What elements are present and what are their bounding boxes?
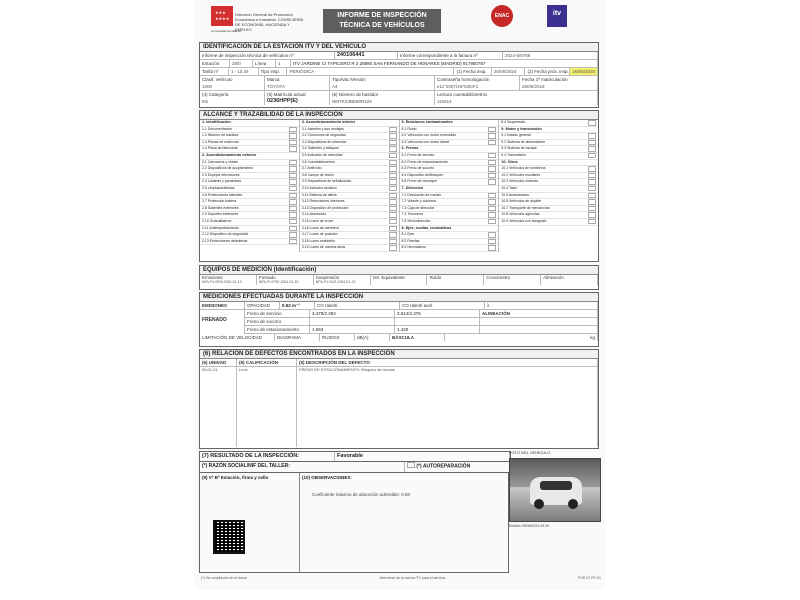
inspection-item: 7.1 Desviación de ruedas — [400, 193, 499, 200]
inspection-item: 10.7 Transporte de mercancías — [499, 206, 598, 213]
inspection-items-grid — [200, 120, 598, 252]
inspection-item: 3.5 Indicador de velocidad — [300, 153, 399, 160]
inspection-item: 8.3 Neumáticos — [400, 245, 499, 252]
inspection-item: 7. Dirección — [400, 186, 499, 193]
inspection-item: 3.1 Asientos y sus anclajes — [300, 127, 399, 134]
inspection-item: 3.11 Sistema de alerta — [300, 193, 399, 200]
enac-logo: ENAC — [491, 5, 513, 27]
inspection-item: 6.1 Freno de servicio — [400, 153, 499, 160]
inspection-item: 8.1 Ejes — [400, 232, 499, 239]
madrid-department: Dirección General de Promoción Económica e Industrial. CONSEJERÍA DE ECONOMÍA, HACIENDA Y EMPLEO — [235, 12, 304, 32]
inspection-item: 2.4 Láminas y parabrisas — [200, 179, 299, 186]
section-scope — [199, 110, 599, 262]
equipment-cell: Vel. Equivalente — [371, 275, 428, 285]
vehicle-photo — [509, 458, 601, 522]
inspection-item: 3. Acondicionamiento interior — [300, 120, 399, 127]
inspection-item: 3.10 Avisador acústico — [300, 186, 399, 193]
inspection-item: 3.16 Luces de carretera — [300, 226, 399, 233]
inspection-item: 10.6 Vehículos de alquiler — [499, 199, 598, 206]
inspection-item: 1.2 Número de bastidor — [200, 133, 299, 140]
photo-label: FOTO DEL VEHÍCULO — [509, 450, 551, 455]
section-identification: IDENTIFICACIÓN DE LA ESTACIÓN ITV Y DEL VEHÍCULO Informe de inspección técnica de vehículos nº: 240106441 Informe correspondiente a la factura nº 2024-5/5788 Estación 28/0 Línea 1 ITV JARDINE CI TAPICERO R 2 28890 SAN FERNANDO DE HENARES (MADRID) 917950787 Tarifa nº 1 - 10.34 Tipo insp. PERIÓDICA (1) Fecha insp. 26/05/2024 (2) Fecha próx. insp. 26/05/2025 Clasif. vehículo 1000 Marca TOYOTA Tipo/Var./Versión A4 Contraseña homologación e11*2007/46*0304*1 Fecha 1ª matriculación 26/05/2018 (4) Categoría M1 (5) Matrícula actual 0236HPP(E) (6) Número de bastidor NMTKZ3BE80R229 Lectura cuentakilómetros 115614 — [199, 42, 599, 108]
itv-logo: itv — [547, 5, 567, 27]
inspection-item: 3.6 Cuentakilómetros — [300, 160, 399, 167]
inspection-item: 2.5 Limpiaparabrisas — [200, 186, 299, 193]
equipment-cell: Suspensión NPA-FV-SUS-2061.01-13 — [314, 275, 371, 285]
inspection-item: 1.4 Placa de fabricante — [200, 146, 299, 153]
items-column-2 — [300, 120, 400, 252]
inspection-item: 8. Ejes, ruedas, neumáticos — [400, 226, 499, 233]
inspection-item: 5.2 Vehículos con motor encendido — [400, 133, 499, 140]
inspection-item: 3.17 Luces de posición — [300, 232, 399, 239]
report-header — [195, 0, 605, 42]
inspection-result: Favorable — [335, 452, 510, 461]
inspection-item: 2.1 Carrocería y chasis — [200, 160, 299, 167]
inspection-item: 6.3 Freno de socorro — [400, 166, 499, 173]
inspection-item: 3.19 Luces de marcha atrás — [300, 245, 399, 252]
equipment-cell: Ruido — [427, 275, 484, 285]
inspection-item: 6.4 Dispositivo antibloqueo — [400, 173, 499, 180]
inspection-item: 10.1 Vehículos de bomberos — [499, 166, 598, 173]
inspection-item: 3.7 Antirrobo — [300, 166, 399, 173]
inspection-item: 3.18 Luces antiniebla — [300, 239, 399, 246]
svg-text:★★★★: ★★★★ — [215, 16, 230, 21]
inspection-item: 7.4 Timonería — [400, 212, 499, 219]
inspection-item: 2.3 Espejos retrovisores — [200, 173, 299, 180]
qr-code — [213, 520, 245, 554]
items-column-1 — [200, 120, 300, 252]
inspection-item: 10.8 Vehículos agrícolas — [499, 212, 598, 219]
observations-text: Coeficiente máximo de absorción admisible: 0.50 — [312, 491, 411, 497]
inspection-item: 5.3 Vehículos con motor diésel — [400, 140, 499, 147]
station-name: ITV JARDINE CI TAPICERO R 2 28890 SAN FERNANDO DE HENARES (MADRID) 917950787 — [291, 60, 598, 67]
inspection-item: 5.1 Ruido — [400, 127, 499, 134]
inspection-item: 9.2 Sistema de alimentación — [499, 140, 598, 147]
photo-timestamp: Emitido 29/05/2024 09:26 — [509, 524, 549, 528]
car-icon — [530, 477, 582, 505]
next-inspection-date: 26/05/2025 — [570, 68, 598, 75]
defect-row: 05.01.01 Leve FRENO DE ESTACIONAMIENTO: Bloqueo de ruedas — [200, 367, 598, 447]
svg-text:★★★: ★★★ — [215, 10, 226, 15]
footer: (*) Ver ampliación en el dorso Infórmese de la norma ITV para el servicio PCE-07 FR-01 — [201, 576, 601, 580]
inspection-item: 10.3 Vehículos vivienda — [499, 179, 598, 186]
inspection-item: 7.2 Volante y columna — [400, 199, 499, 206]
section-title: ALCANCE Y TRAZABILIDAD DE LA INSPECCIÓN — [200, 111, 598, 120]
inspection-item: 10.5 Ambulancias — [499, 193, 598, 200]
section-title: (6) RELACIÓN DE DEFECTOS ENCONTRADOS EN LA INSPECCIÓN — [200, 350, 598, 359]
inspection-item: 10.2 Vehículos escolares — [499, 173, 598, 180]
inspection-item: 2.2 Dispositivos de acoplamiento — [200, 166, 299, 173]
inspection-item: 2.12 Dispositivo de seguridad — [200, 232, 299, 239]
inspection-item: 6.2 Freno de estacionamiento — [400, 160, 499, 167]
items-column-4 — [499, 120, 598, 252]
inspection-item: 10. Otros — [499, 160, 598, 167]
inspection-item: 3.9 Dispositivos de señalización — [300, 179, 399, 186]
equipment-cell: Frenado NPA-FV-FRE-2061.01-15 — [257, 275, 314, 285]
section-measurements: MEDICIONES EFECTUADAS DURANTE LA INSPECCIÓN EMISIONES OPACIDAD 0.52 m⁻¹ CO ralentí CO ralentí acel. λ FRENADO Freno de servicio 3.478/2.294 3.614/2.376 ALINEACIÓN Freno de socorro Freno de estacionamiento 1.563 1.420 LIMITACIÓN DE VELOCIDAD DIAGRAMA RUIDOS dB(A) BÁSCULA kg — [199, 292, 599, 347]
inspection-item: 5. Emisiones contaminantes — [400, 120, 499, 127]
inspection-item: 9. Motor y transmisión — [499, 127, 598, 134]
section-title: EQUIPOS DE MEDICIÓN (Identificación) — [200, 266, 598, 275]
inspection-item: 2.9 Soportes exteriores — [200, 212, 299, 219]
inspection-item: 3.15 Luces de cruce — [300, 219, 399, 226]
items-column-3 — [400, 120, 500, 252]
inspection-item: 3.8 Campo de visión — [300, 173, 399, 180]
inspection-item: 6.5 Freno de remolque — [400, 179, 499, 186]
svg-text:Comunidad de Madrid: Comunidad de Madrid — [211, 29, 241, 33]
inspection-item: 3.13 Dispositivo de protección — [300, 206, 399, 213]
plate-number: 0236HPP(E) — [267, 98, 298, 104]
inspection-item: 10.9 Vehículos con tacógrafo — [499, 219, 598, 226]
inspection-item: 9.3 Sistema de escape — [499, 146, 598, 153]
inspection-item: 9.4 Transmisión — [499, 153, 598, 160]
equipment-cell: Alineación — [541, 275, 598, 285]
inspection-item: 1.1 Documentación — [200, 127, 299, 134]
inspection-item: 10.4 Taxis — [499, 186, 598, 193]
inspection-item: 3.3 Dispositivos de retención — [300, 140, 399, 147]
section-equipment — [199, 265, 599, 290]
madrid-logo — [211, 6, 241, 34]
inspection-item: 2.11 Antiempotramiento — [200, 226, 299, 233]
report-number-row: Informe de inspección técnica de vehículos nº: 240106441 Informe correspondiente a la factura nº 2024-5/5788 — [200, 52, 598, 60]
inspection-item: 7.5 Servodirección — [400, 219, 499, 226]
inspection-item: 2.8 Salientes exteriores — [200, 206, 299, 213]
inspection-item: 2.10 Guardabarros — [200, 219, 299, 226]
inspection-item: 8.2 Ruedas — [400, 239, 499, 246]
inspection-item: 2.7 Protección trasera — [200, 199, 299, 206]
inspection-item: 8.4 Suspensión — [499, 120, 598, 127]
report-title: INFORME DE INSPECCIÓN TÉCNICA DE VEHÍCULOS — [323, 9, 441, 33]
equipment-cell: Cronómetro — [484, 275, 541, 285]
section-result: (7) RESULTADO DE LA INSPECCIÓN: Favorable (*) RAZÓN SOCIAL/NIF DEL TALLER: (*) AUTOREPARACIÓN (9) Vº Bº Estación, firma y sello (10) OBSERVACIONES: Coeficiente máximo de absorción admisible: 0.50 — [199, 451, 599, 576]
inspection-item: 1.3 Placas de matrícula — [200, 140, 299, 147]
section-title: IDENTIFICACIÓN DE LA ESTACIÓN ITV Y DEL VEHÍCULO — [200, 43, 598, 52]
report-number: 240106441 — [335, 52, 398, 59]
inspection-item: 2. Acondicionamiento exterior — [200, 153, 299, 160]
inspection-item: 3.4 Salientes y tabiques — [300, 146, 399, 153]
inspection-item: 2.13 Protecciones delanteras — [200, 239, 299, 246]
inspection-item: 7.3 Caja de dirección — [400, 206, 499, 213]
inspection-item: 3.14 Alumbrado — [300, 212, 399, 219]
inspection-item: 6. Frenos — [400, 146, 499, 153]
section-title: MEDICIONES EFECTUADAS DURANTE LA INSPECCIÓN — [200, 293, 598, 302]
inspection-item: 2.6 Protecciones laterales — [200, 193, 299, 200]
inspection-item: 3.2 Cinturones de seguridad — [300, 133, 399, 140]
inspection-item: 1. Identificación — [200, 120, 299, 127]
equipment-cell: Emisiones NPA-FV-OPA-2061.01-13 — [200, 275, 257, 285]
inspection-item: 9.1 Estado general — [499, 133, 598, 140]
section-defects: (6) RELACIÓN DE DEFECTOS ENCONTRADOS EN LA INSPECCIÓN (6) UNIDAD (9) CALIFICACIÓN (6) DESCRIPCIÓN DEL DEFECTO 05.01.01 Leve FRENO DE ESTACIONAMIENTO: Bloqueo de ruedas — [199, 349, 599, 449]
inspection-item: 3.12 Retrovisores interiores — [300, 199, 399, 206]
